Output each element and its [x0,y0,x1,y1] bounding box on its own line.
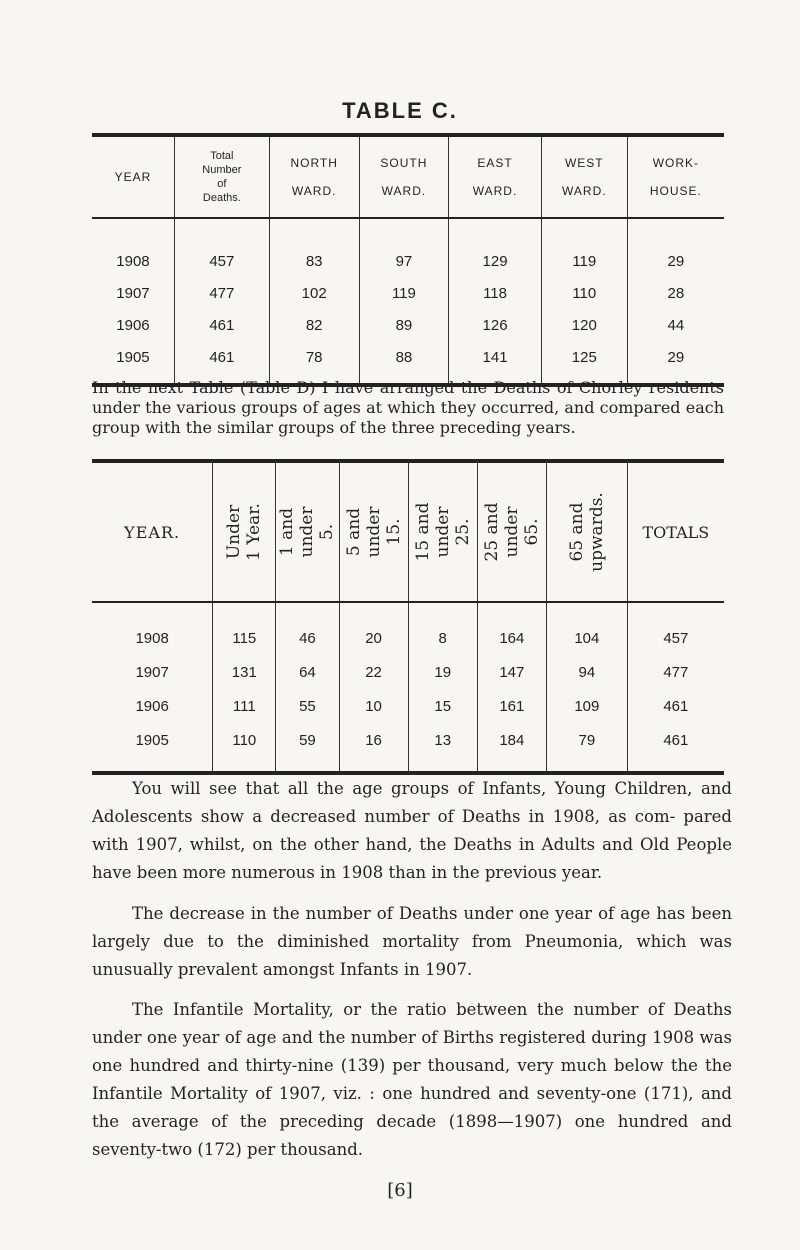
table-cell: 461 [627,689,724,723]
table-cell: 8 [408,602,477,655]
table-cell: 129 [449,218,542,277]
col-header-year: YEAR [92,135,174,218]
table-row [92,218,724,277]
intro-paragraph: In the next Table (Table D) I have arranged the Deaths of Chorley residents under the various groups of ages at which they occurred, and compared each group with the similar groups of the three preceding years. [92,378,724,437]
table-cell: 147 [477,655,546,689]
table-cell: 119 [359,277,449,309]
table-cell: 119 [541,218,627,277]
table-cell: 457 [174,218,269,277]
table-cell: 477 [627,655,724,689]
table-cell: 131 [213,655,276,689]
table-cell: 161 [477,689,546,723]
table-cell: 97 [359,218,449,277]
table-cell: 28 [627,277,724,309]
table-cell: 104 [546,602,627,655]
table-cell: 1908 [135,629,169,647]
table-cell: 22 [339,655,408,689]
table-c-header-row [92,135,724,218]
col-header-5-to-15: 5 and under 15. [339,461,408,602]
table-cell: 1905 [116,348,150,366]
table-cell: 1905 [135,731,169,749]
table-cell: 109 [546,689,627,723]
table-cell: 19 [408,655,477,689]
table-cell: 126 [449,309,542,341]
col-header-west-ward: WEST WARD. [541,135,627,218]
table-cell: 15 [408,689,477,723]
table-cell: 44 [627,309,724,341]
col-header-65-upwards: 65 and upwards. [546,461,627,602]
table-cell: 1908 [116,252,150,270]
table-cell: 59 [276,723,339,773]
table-cell: 82 [269,309,359,341]
table-row [92,655,724,689]
body-paragraph: The Infantile Mortality, or the ratio between the number of Deaths under one year of age and the number of Births registered during 1908 was one hundred and thirty-nine (139) per thousand, very much below the the Infantile Mortality of 1907, viz. : one hundred and seventy-one (171), and the average of the preceding decade (1898—1907) one hundred and seventy-two (172) per thousand. [92,1000,732,1159]
table-cell: 120 [541,309,627,341]
table-cell: 29 [627,341,724,385]
table-row [92,689,724,723]
table-row [92,277,724,309]
table-cell: 29 [627,218,724,277]
col-header-25-to-65: 25 and under 65. [477,461,546,602]
body-paragraph: The decrease in the number of Deaths under one year of age has been largely due to the diminished mortality from Pneumonia, which was unusually prevalent amongst Infants in 1907. [92,904,732,979]
body-paragraph: You will see that all the age groups of Infants, Young Children, and Adolescents show a decreased number of Deaths in 1908, as com- pared with 1907, whilst, on the other hand, the Deaths in Adults and Old People have been more numerous in 1908 than in the previous year. [92,779,732,882]
col-header-under-1: Under 1 Year. [213,461,276,602]
table-cell: 79 [546,723,627,773]
col-header-totals: TOTALS [627,461,724,602]
table-cell: 184 [477,723,546,773]
table-cell: 78 [269,341,359,385]
table-cell: 83 [269,218,359,277]
col-header-year: YEAR. [92,461,213,602]
table-cell: 89 [359,309,449,341]
table-cell: 141 [449,341,542,385]
table-cell: 64 [276,655,339,689]
table-cell: 94 [546,655,627,689]
table-d [92,459,724,775]
table-cell: 110 [213,723,276,773]
table-cell: 111 [213,689,276,723]
table-cell: 102 [269,277,359,309]
table-d-header-row [92,461,724,602]
table-cell: 10 [339,689,408,723]
table-cell: 461 [174,309,269,341]
table-cell: 55 [276,689,339,723]
table-cell: 1906 [116,316,150,334]
table-row [92,723,724,773]
table-cell: 1907 [116,284,150,302]
table-cell: 1907 [135,663,169,681]
table-cell: 88 [359,341,449,385]
table-cell: 20 [339,602,408,655]
table-cell: 16 [339,723,408,773]
table-cell: 13 [408,723,477,773]
page-number: [6] [387,1180,413,1201]
table-c-title: TABLE C. [342,98,458,123]
table-cell: 457 [627,602,724,655]
col-header-total-deaths: Total Number of Deaths. [174,135,269,218]
table-row [92,602,724,655]
col-header-east-ward: EAST WARD. [449,135,542,218]
col-header-north-ward: NORTH WARD. [269,135,359,218]
table-cell: 110 [541,277,627,309]
table-c [92,133,724,387]
table-cell: 115 [213,602,276,655]
table-cell: 164 [477,602,546,655]
table-cell: 461 [174,341,269,385]
table-cell: 477 [174,277,269,309]
table-row [92,309,724,341]
table-cell: 461 [627,723,724,773]
col-header-workhouse: WORK- HOUSE. [627,135,724,218]
col-header-1-to-5: 1 and under 5. [276,461,339,602]
table-cell: 46 [276,602,339,655]
table-cell: 125 [541,341,627,385]
table-cell: 118 [449,277,542,309]
col-header-south-ward: SOUTH WARD. [359,135,449,218]
table-cell: 1906 [135,697,169,715]
col-header-15-to-25: 15 and under 25. [408,461,477,602]
